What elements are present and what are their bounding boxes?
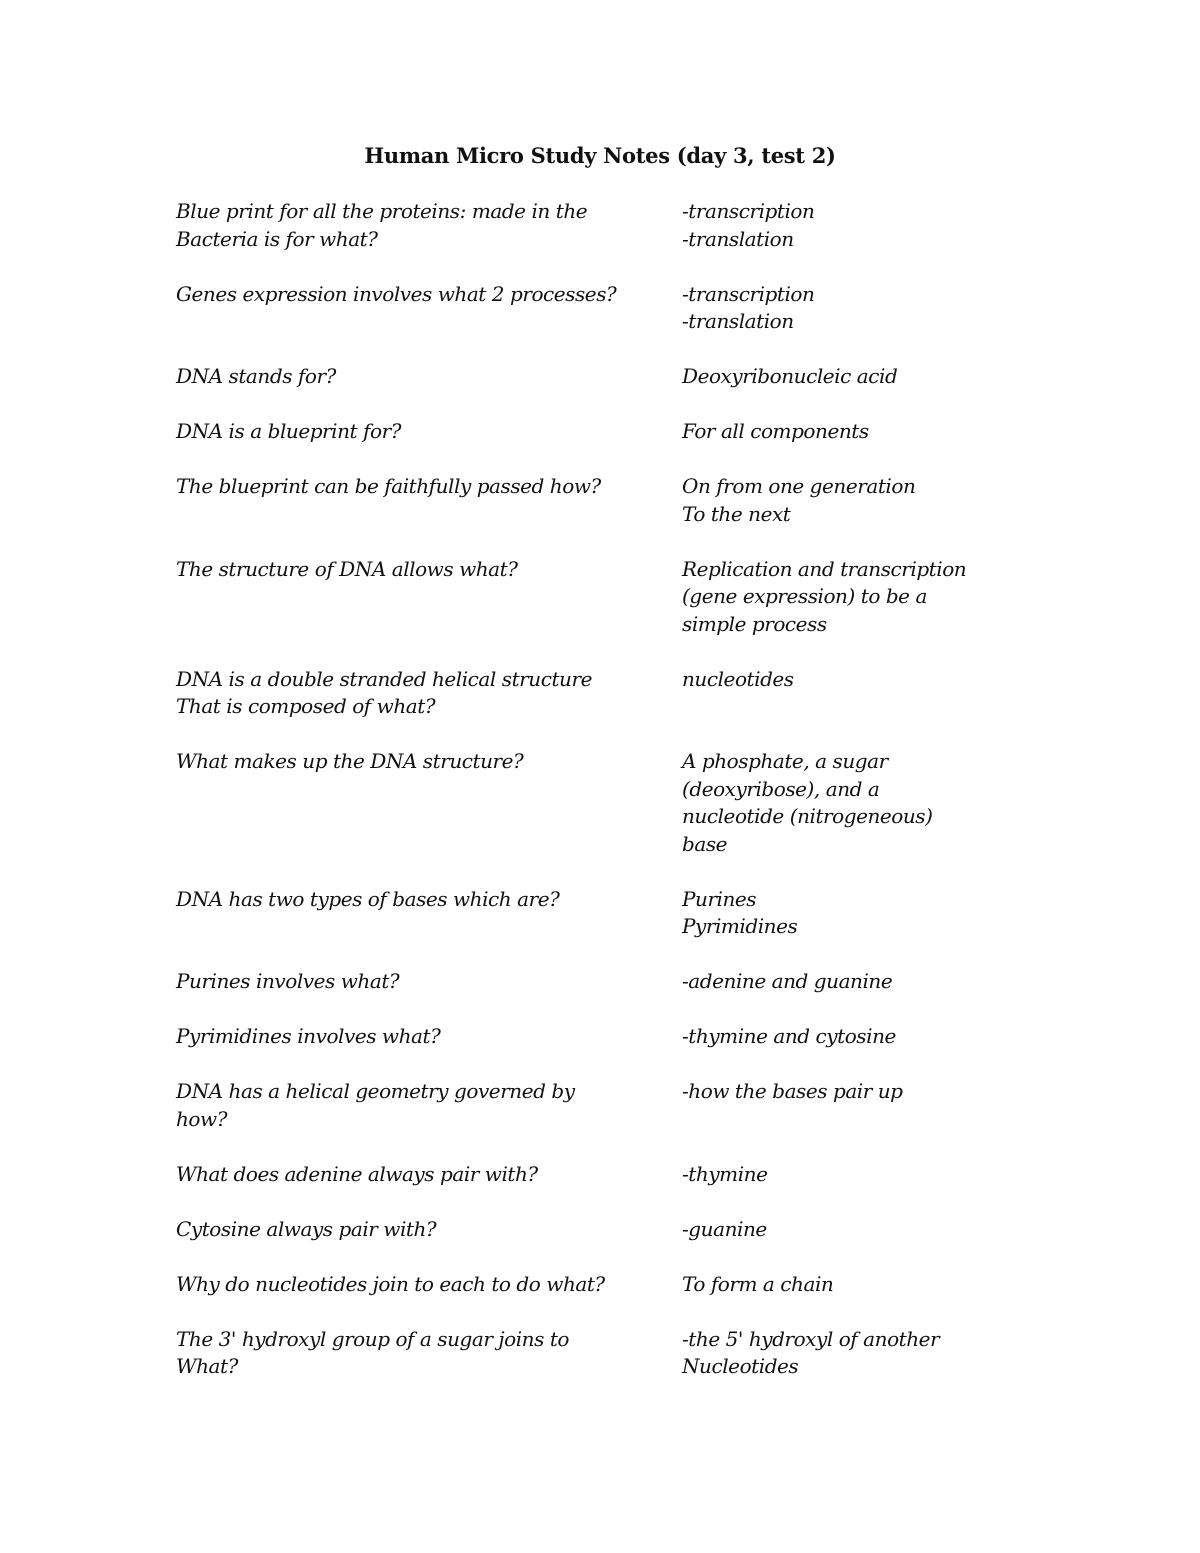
qa-row <box>176 363 1036 391</box>
question-text: DNA is a blueprint for? <box>176 419 401 443</box>
answer-text: -how the bases pair up <box>682 1079 903 1103</box>
answer-text: -adenine and guanine <box>682 969 893 993</box>
answer-text: nucleotides <box>682 666 794 691</box>
qa-row <box>176 886 1036 941</box>
qa-row <box>176 1078 1036 1133</box>
question-text: What makes up the DNA structure? <box>176 749 524 773</box>
answer-text: Replication and transcription (gene expression) to be a simple process <box>682 556 967 636</box>
question-text: Why do nucleotides join to each to do what? <box>176 1271 605 1296</box>
qa-row <box>176 281 1036 336</box>
question-text: The 3' hydroxyl group of a sugar joins to What? <box>176 1326 569 1378</box>
question-text: The structure of DNA allows what? <box>176 556 518 581</box>
question-text: The blueprint can be faithfully passed how? <box>176 474 601 498</box>
question-text: DNA has a helical geometry governed by how? <box>176 1079 575 1131</box>
qa-row <box>176 1023 1036 1051</box>
answer-text: -the 5' hydroxyl of another Nucleotides <box>682 1326 940 1378</box>
qa-row <box>176 1161 1036 1189</box>
question-text: What does adenine always pair with? <box>176 1161 538 1186</box>
qa-row <box>176 1326 1036 1381</box>
answer-text: -guanine <box>682 1216 767 1241</box>
answer-text: To form a chain <box>682 1271 834 1296</box>
qa-row <box>176 418 1036 446</box>
answer-text: Deoxyribonucleic acid <box>682 364 898 388</box>
answer-text: Purines Pyrimidines <box>682 886 798 938</box>
qa-row <box>176 748 1036 858</box>
question-text: DNA stands for? <box>176 364 336 388</box>
qa-list <box>176 198 1036 1408</box>
question-text: Cytosine always pair with? <box>176 1216 437 1241</box>
answer-text: On from one generation To the next <box>682 474 916 526</box>
question-text: Purines involves what? <box>176 969 400 993</box>
question-text: Pyrimidines involves what? <box>176 1024 441 1048</box>
question-text: Blue print for all the proteins: made in the Bacteria is for what? <box>176 199 588 251</box>
qa-row <box>176 556 1036 639</box>
answer-text: -thymine <box>682 1161 768 1186</box>
answer-text: -transcription -translation <box>682 199 815 251</box>
qa-row <box>176 1271 1036 1299</box>
answer-text: -thymine and cytosine <box>682 1024 896 1048</box>
question-text: Genes expression involves what 2 processes? <box>176 281 617 306</box>
qa-row <box>176 968 1036 996</box>
answer-text: -transcription -translation <box>682 281 815 333</box>
question-text: DNA has two types of bases which are? <box>176 886 560 911</box>
qa-row <box>176 1216 1036 1244</box>
page-title: Human Micro Study Notes (day 3, test 2) <box>364 143 836 168</box>
qa-row <box>176 198 1036 253</box>
answer-text: For all components <box>682 419 869 443</box>
answer-text: A phosphate, a sugar (deoxyribose), and a nucleotide (nitrogeneous) base <box>682 749 933 856</box>
qa-row <box>176 666 1036 721</box>
question-text: DNA is a double stranded helical structure That is composed of what? <box>176 666 592 718</box>
qa-row <box>176 473 1036 528</box>
